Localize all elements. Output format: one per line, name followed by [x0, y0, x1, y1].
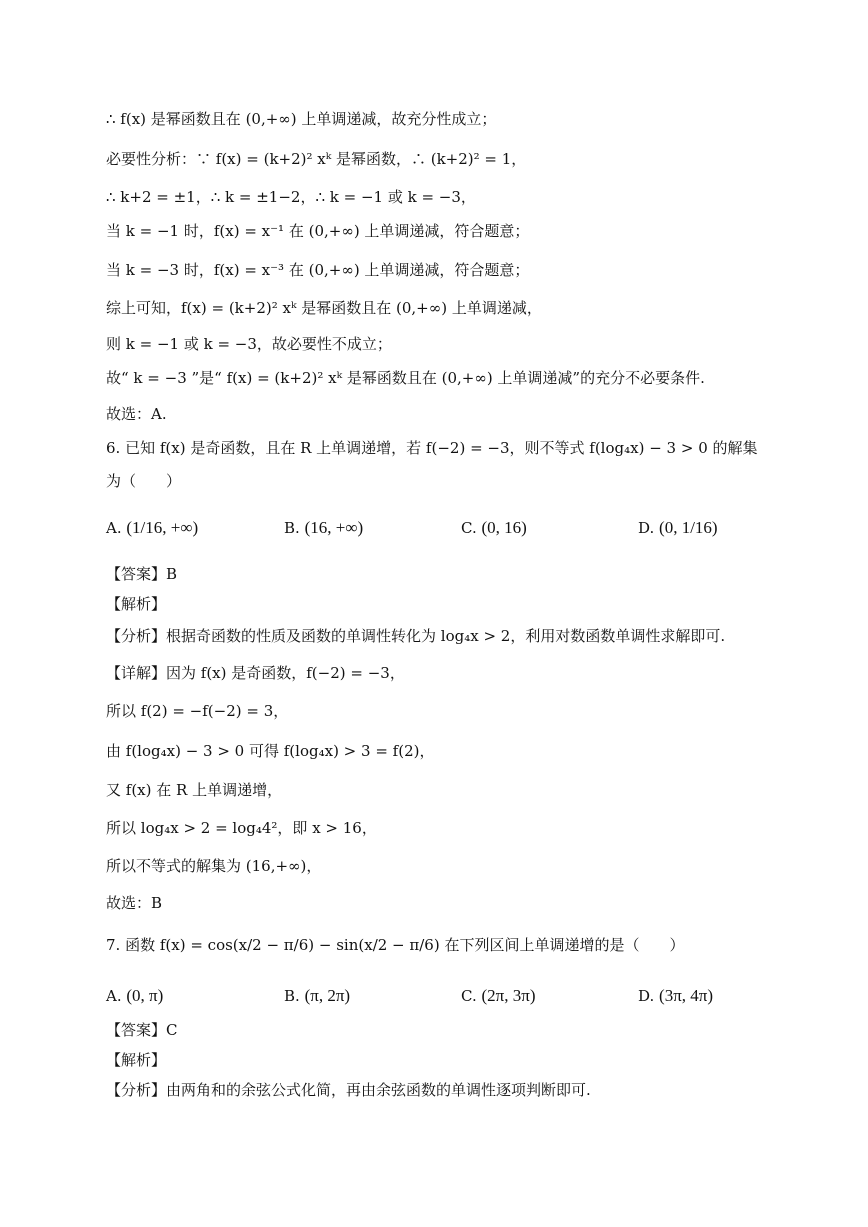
detail-line: 由 f(log₄x) − 3 > 0 可得 f(log₄x) > 3 = f(2)，: [106, 742, 435, 760]
detail-line: 所以 log₄x > 2 = log₄4²，即 x > 16，: [106, 819, 377, 837]
option-label: A.: [106, 519, 122, 537]
detail-line: 【详解】因为 f(x) 是奇函数，f(−2) = −3，: [106, 664, 405, 682]
text-line: 则 k = −1 或 k = −3，故必要性不成立；: [106, 335, 392, 353]
option-value: (0, 16): [481, 518, 527, 537]
option-label: B.: [284, 519, 300, 537]
text-line: 故选：A.: [106, 405, 167, 423]
option-value: (1/16, +∞): [126, 518, 199, 537]
analysis-summary: 【分析】由两角和的余弦公式化简，再由余弦函数的单调性逐项判断即可.: [106, 1081, 591, 1099]
detail-line: 所以不等式的解集为 (16,+∞)，: [106, 857, 322, 875]
option-c: [461, 985, 536, 1007]
option-value: (3π, 4π): [659, 986, 714, 1005]
option-label: B.: [284, 987, 300, 1005]
option-value: (π, 2π): [304, 986, 351, 1005]
text-line: ∴ k+2 = ±1，∴ k = ±1−2，∴ k = −1 或 k = −3，: [106, 188, 476, 206]
text-line: 当 k = −3 时，f(x) = x⁻³ 在 (0,+∞) 上单调递减，符合题意；: [106, 261, 530, 279]
answer-line: 【答案】C: [106, 1021, 178, 1039]
text-line: 综上可知，f(x) = (k+2)² xᵏ 是幂函数且在 (0,+∞) 上单调递减，: [106, 299, 542, 317]
analysis-summary: 【分析】根据奇函数的性质及函数的单调性转化为 log₄x > 2，利用对数函数单调性求解即可.: [106, 627, 726, 645]
option-d: [638, 517, 718, 539]
option-value: (16, +∞): [304, 518, 364, 537]
detail-line: 所以 f(2) = −f(−2) = 3，: [106, 702, 289, 720]
option-label: A.: [106, 987, 122, 1005]
option-d: [638, 985, 713, 1007]
option-label: D.: [638, 519, 655, 537]
question-6-stem: 6. 已知 f(x) 是奇函数，且在 R 上单调递增，若 f(−2) = −3，则不等式 f(log₄x) − 3 > 0 的解集: [106, 439, 758, 457]
text-line: 当 k = −1 时，f(x) = x⁻¹ 在 (0,+∞) 上单调递减，符合题意；: [106, 222, 530, 240]
detail-line: 又 f(x) 在 R 上单调递增，: [106, 781, 283, 799]
option-a: [106, 517, 198, 539]
text-line: 必要性分析：∵ f(x) = (k+2)² xᵏ 是幂函数，∴ (k+2)² = 1，: [106, 150, 527, 168]
option-value: (2π, 3π): [481, 986, 536, 1005]
question-6-stem-cont: 为（ ）: [106, 472, 182, 490]
option-label: C.: [461, 519, 477, 537]
question-7-stem: 7. 函数 f(x) = cos(x/2 − π/6) − sin(x/2 − π/6) 在下列区间上单调递增的是（ ）: [106, 936, 685, 954]
analysis-heading: 【解析】: [106, 1051, 167, 1069]
option-value: (0, 1/16): [659, 518, 718, 537]
option-value: (0, π): [126, 986, 164, 1005]
answer-line: 【答案】B: [106, 565, 178, 583]
option-label: D.: [638, 987, 655, 1005]
option-a: [106, 985, 163, 1007]
analysis-heading: 【解析】: [106, 595, 167, 613]
option-c: [461, 517, 527, 539]
option-b: [284, 517, 363, 539]
option-label: C.: [461, 987, 477, 1005]
detail-line: 故选：B: [106, 894, 163, 912]
text-line: ∴ f(x) 是幂函数且在 (0,+∞) 上单调递减，故充分性成立；: [106, 110, 497, 128]
option-b: [284, 985, 350, 1007]
text-line: 故“ k = −3 ”是“ f(x) = (k+2)² xᵏ 是幂函数且在 (0,+∞) 上单调递减”的充分不必要条件.: [106, 369, 705, 387]
